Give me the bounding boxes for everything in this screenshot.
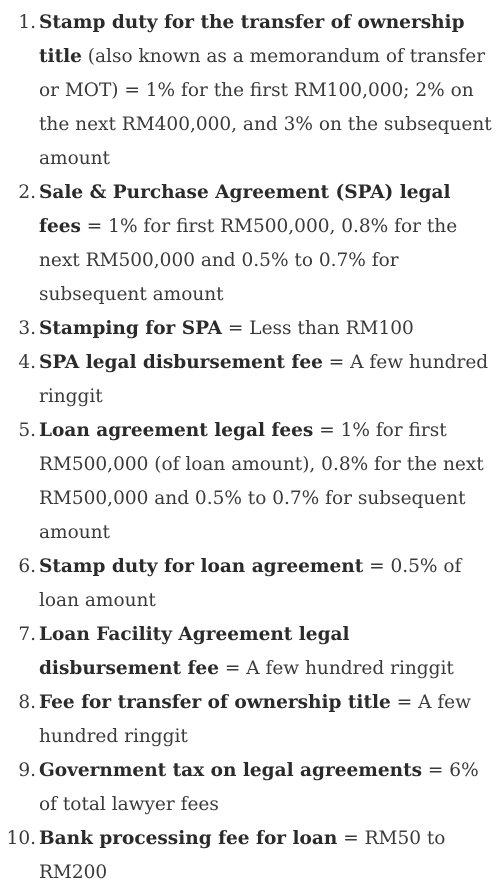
list-item-description: = 0.5% of loan amount (39, 556, 462, 611)
list-item-number: 5. (18, 420, 36, 441)
list-item-term: Bank processing fee for loan (39, 828, 338, 849)
list-item-term: Fee for transfer of ownership title (39, 692, 391, 713)
list-item-term: Stamp duty for the transfer of ownership title (39, 12, 465, 67)
list-item-number: 7. (18, 624, 36, 645)
list-item-number: 4. (18, 352, 36, 373)
list-item-description: = RM50 to RM200 (39, 828, 446, 883)
list-item-term: SPA legal disbursement fee (39, 352, 323, 373)
list-item-term: Loan Facility Agreement legal disbursement fee (39, 624, 350, 679)
list-item-number: 2. (18, 182, 36, 203)
list-item-description: = A few hundred ringgit (39, 692, 471, 747)
list-item-term: Stamping for SPA (39, 318, 223, 339)
list-item-description: (also known as a memorandum of transfer or MOT) = 1% for the first RM100,000; 2% on the next RM400,000, and 3% on the subsequent amount (39, 46, 492, 169)
list-item-description: = A few hundred ringgit (39, 352, 489, 407)
list-item (0, 550, 492, 618)
list-item-number: 3. (18, 318, 36, 339)
list-item-term: Government tax on legal agreements (39, 760, 423, 781)
list-item (0, 618, 492, 686)
list-item-term: Sale & Purchase Agreement (SPA) legal fees (39, 182, 451, 237)
list-item-description: = 1% for first RM500,000 (of loan amount), 0.8% for the next RM500,000 and 0.5% to 0.7% for subsequent amount (39, 420, 484, 543)
list-item-number: 8. (18, 692, 36, 713)
list-item (0, 754, 492, 822)
list-item-number: 1. (18, 12, 36, 33)
list-item-term: Stamp duty for loan agreement (39, 556, 364, 577)
fee-list (0, 6, 492, 890)
list-item (0, 686, 492, 754)
list-item-description: = Less than RM100 (222, 318, 414, 339)
list-item-description: = 1% for first RM500,000, 0.8% for the next RM500,000 and 0.5% to 0.7% for subsequent amount (39, 216, 458, 305)
list-item (0, 176, 492, 312)
list-item-description: = 6% of total lawyer fees (39, 760, 479, 815)
list-item (0, 6, 492, 176)
list-item (0, 822, 492, 890)
list-item (0, 346, 492, 414)
list-item-number: 6. (18, 556, 36, 577)
list-item-number: 9. (18, 760, 36, 781)
list-item (0, 414, 492, 550)
list-item (0, 312, 492, 346)
list-item-term: Loan agreement legal fees (39, 420, 314, 441)
list-item-description: = A few hundred ringgit (218, 658, 454, 679)
list-item-number: 10. (6, 828, 36, 849)
